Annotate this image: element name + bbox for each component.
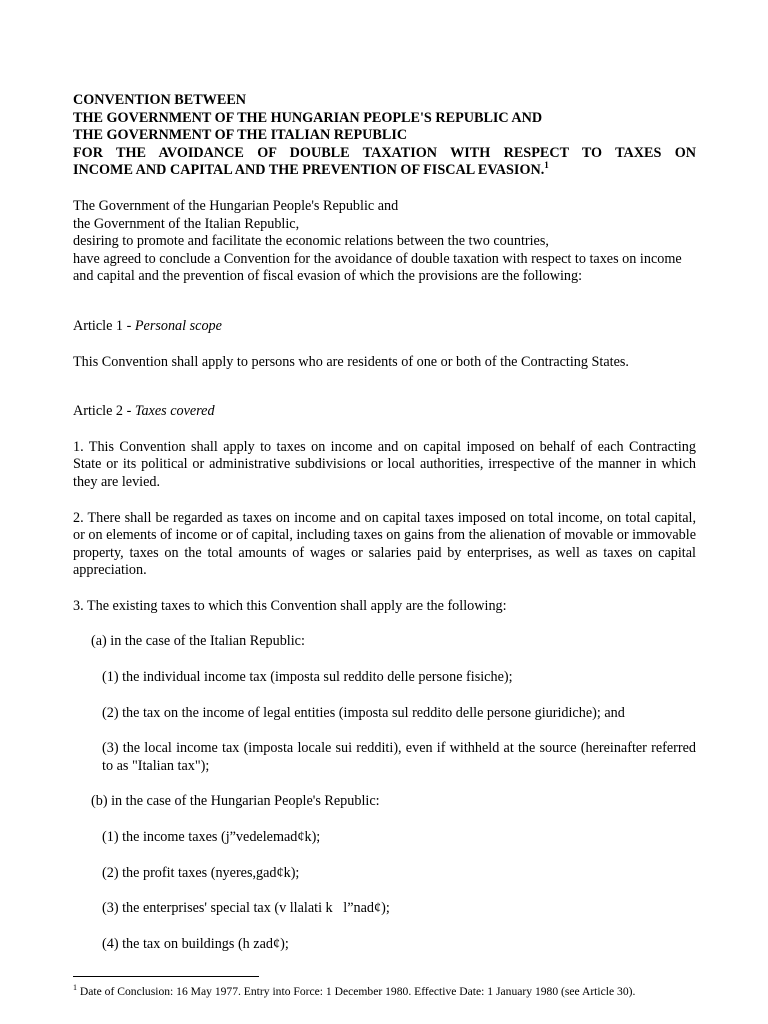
footnote-text: Date of Conclusion: 16 May 1977. Entry into Force: 1 December 1980. Effective Date: 1 January 1980 (see Article 30).	[77, 985, 636, 998]
title-footnote-ref[interactable]: 1	[544, 160, 549, 171]
article-1-subtitle: Personal scope	[134, 317, 222, 334]
title-line-4: FOR THE AVOIDANCE OF DOUBLE TAXATION WITH RESPECT TO TAXES ON	[73, 144, 696, 161]
italian-tax-item-2: (2) the tax on the income of legal entities (imposta sul reddito delle persone giuridiche); and	[102, 704, 625, 721]
title-line-3: THE GOVERNMENT OF THE ITALIAN REPUBLIC	[73, 127, 408, 144]
document-title	[73, 92, 696, 180]
hungarian-tax-item-2: (2) the profit taxes (nyeres,gad¢k);	[102, 864, 300, 881]
preamble	[73, 198, 696, 286]
article-2-paragraph-1: 1. This Convention shall apply to taxes on income and on capital imposed on behalf of each Contracting State or its political or administrative subdivisions or local authorities, irrespective of the manner in which they are levied.	[73, 438, 696, 490]
footnote	[73, 984, 696, 999]
title-line-1: CONVENTION BETWEEN	[73, 92, 247, 108]
title-line-5-text: INCOME AND CAPITAL AND THE PREVENTION OF FISCAL EVASION.	[73, 162, 545, 179]
article-1-label: Article 1 -	[73, 317, 135, 334]
hungarian-tax-item-3: (3) the enterprises' special tax (v llalati k l”nad¢);	[102, 900, 390, 917]
hungarian-taxes-label: (b) in the case of the Hungarian People's Republic:	[91, 793, 380, 810]
title-line-2: THE GOVERNMENT OF THE HUNGARIAN PEOPLE'S REPUBLIC AND	[73, 109, 543, 126]
article-2-heading	[73, 403, 696, 421]
title-line-5	[73, 162, 696, 180]
preamble-line-3: desiring to promote and facilitate the economic relations between the two countries,	[73, 233, 549, 250]
footnote-divider	[73, 976, 259, 977]
footnote-ref: 1	[73, 983, 77, 992]
article-2-subtitle: Taxes covered	[134, 403, 215, 420]
hungarian-tax-item-4: (4) the tax on buildings (h zad¢);	[102, 935, 289, 952]
article-1-text: This Convention shall apply to persons who are residents of one or both of the Contracting States.	[73, 353, 629, 370]
preamble-line-4: have agreed to conclude a Convention for the avoidance of double taxation with respect to taxes on income and capital and the prevention of fiscal evasion of which the provisions are the following:	[73, 250, 682, 285]
italian-tax-item-1: (1) the individual income tax (imposta sul reddito delle persone fisiche);	[102, 669, 513, 686]
article-2-label: Article 2 -	[73, 403, 135, 420]
hungarian-tax-item-1: (1) the income taxes (j”vedelemad¢k);	[102, 829, 321, 846]
preamble-line-1: The Government of the Hungarian People's Republic and	[73, 197, 399, 214]
italian-tax-item-3: (3) the local income tax (imposta locale sui redditi), even if withheld at the source (hereinafter referred to as "Italian tax");	[102, 740, 696, 774]
article-2-paragraph-2: 2. There shall be regarded as taxes on income and on capital taxes imposed on total income, on total capital, or on elements of income or of capital, including taxes on gains from the alienation of movable or immovable property, taxes on the total amounts of wages or salaries paid by enterprises, as well as taxes on capital appreciation.	[73, 509, 696, 579]
article-1-heading	[73, 318, 696, 336]
italian-taxes-label: (a) in the case of the Italian Republic:	[91, 633, 305, 650]
article-2-paragraph-3: 3. The existing taxes to which this Convention shall apply are the following:	[73, 597, 507, 614]
preamble-line-2: the Government of the Italian Republic,	[73, 215, 300, 232]
document-body	[73, 92, 696, 953]
